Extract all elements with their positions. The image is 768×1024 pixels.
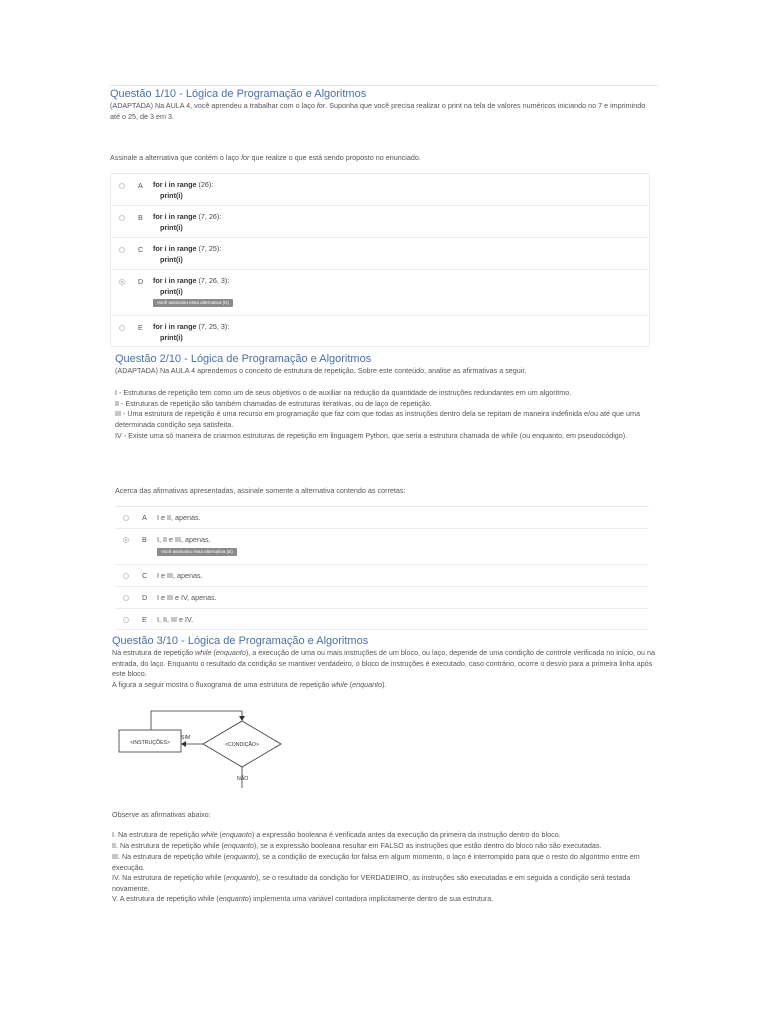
option-code: for i in range (7, 25, 3): print(i) [153, 322, 230, 342]
option-d[interactable] [111, 269, 649, 315]
option-a[interactable] [115, 506, 649, 528]
option-code: for i in range (26): print(i) [153, 180, 214, 200]
option-text: I, II e III, apenas. [157, 535, 211, 544]
question-1-options [110, 173, 650, 347]
question-2-item-4: IV - Existe uma só maneira de criarmos estruturas de repetição em linguagem Python, que seria a estrutura chamada de while (ou enquanto, em pseudocódigo). [115, 431, 628, 440]
question-3-item-1: I. Na estrutura de repetição while (enquanto) a expressão booleana é verificada antes da execução da primeira da instrução dentro do bloco. [112, 830, 561, 839]
option-text: I e II, apenas. [157, 513, 201, 522]
nao-label: NÃO [237, 776, 249, 782]
question-2-item-1: I - Estruturas de repetição tem como um de seus objetivos o de auxiliar na redução da quantidade de instruções redundantes em um algoritmo. [115, 388, 572, 397]
option-code: for i in range (7, 25): print(i) [153, 244, 222, 264]
option-letter: D [138, 277, 144, 286]
question-3-item-5: V. A estrutura de repetição while (enquanto) implementa uma variável contadora implicitamente dentro de sua estrutura. [112, 894, 494, 903]
question-3-paragraph-1: Na estrutura de repetição while (enquanto), a execução de uma ou mais instruções de um bloco, ou laço, depende de uma condição de controle verificada no início, ou na entrada, do laço. Enquanto o resultado da condição se mantiver verdadeiro, o bloco de instruções é executado, caso contrário, ocorre o desvio para a primeira linha após este bloco. [112, 648, 656, 678]
option-text: I, II, III e IV. [157, 615, 194, 624]
option-text: I e III e IV, apenas. [157, 593, 217, 602]
option-e[interactable] [115, 608, 649, 630]
option-c[interactable] [111, 237, 649, 269]
selected-answer-badge: Você assinalou essa alternativa (D) [153, 299, 233, 307]
question-2-intro: (ADAPTADA) Na AULA 4 aprendemos o conceito de estrutura de repetição. Sobre este conteúdo, analise as afirmativas a seguir. [115, 366, 527, 375]
question-1-statement: (ADAPTADA) Na AULA 4, você aprendeu a trabalhar com o laço for. Suponha que você precisa realizar o print na tela de valores numéricos iniciando no 7 e imprimindo até o 25, de 3 em 3. [110, 101, 646, 121]
question-1-title: Questão 1/10 - Lógica de Programação e Algoritmos [110, 88, 367, 100]
question-3-item-4: IV. Na estrutura de repetição while (enquanto), se o resultado da condição for VERDADEIRO, as instruções são executadas e em seguida a condição será testada novamente. [112, 873, 631, 893]
option-letter: C [138, 245, 144, 254]
option-text: I e III, apenas. [157, 571, 203, 580]
question-2-item-3: III - Uma estrutura de repetição é uma recurso em programação que faz com que todas as instruções dentro dela se repitam de maneira indefinida e/ou até que uma determinada condição seja satisfeita. [115, 409, 640, 429]
question-3-observe: Observe as afirmativas abaixo: [112, 810, 211, 819]
top-divider [110, 85, 658, 86]
arrow-head-left [181, 741, 186, 747]
arrow-head-down [239, 716, 245, 721]
condition-label: <CONDIÇÃO> [224, 742, 260, 748]
option-a[interactable] [111, 173, 649, 205]
option-e[interactable] [111, 315, 649, 346]
radio-button[interactable] [119, 325, 125, 331]
radio-button-selected[interactable] [123, 537, 129, 543]
option-b[interactable] [111, 205, 649, 237]
option-letter: E [142, 615, 147, 624]
question-2-title: Questão 2/10 - Lógica de Programação e Algoritmos [115, 353, 372, 365]
question-1-prompt: Assinale a alternativa que contém o laço for que realize o que está sendo proposto no enunciado. [110, 153, 421, 162]
question-2-item-2: II - Estruturas de repetição são também chamadas de estruturas iterativas, ou de laço de repetição. [115, 399, 432, 408]
option-letter: B [138, 213, 143, 222]
option-letter: B [142, 535, 147, 544]
question-2-options [115, 506, 649, 630]
instructions-label: <INSTRUÇÕES> [129, 740, 171, 746]
radio-button[interactable] [123, 573, 129, 579]
question-3-title: Questão 3/10 - Lógica de Programação e Algoritmos [112, 635, 369, 647]
radio-button[interactable] [119, 247, 125, 253]
option-code: for i in range (7, 26): print(i) [153, 212, 222, 232]
sim-label: SIM [181, 735, 191, 741]
option-letter: C [142, 571, 148, 580]
option-letter: E [138, 323, 143, 332]
question-3-item-2: II. Na estrutura de repetição while (enquanto), se a expressão booleana resultar em FALSO as instruções que estão dentro do bloco não são executadas. [112, 841, 602, 850]
option-code: for i in range (7, 26, 3): print(i) Você assinalou essa alternativa (D) [153, 276, 233, 308]
option-letter: A [142, 513, 147, 522]
selected-answer-badge: Você assinalou essa alternativa (B) [157, 548, 237, 556]
question-3-paragraph-2: A figura a seguir mostra o fluxograma de uma estrutura de repetição while (enquanto). [112, 680, 387, 689]
radio-button[interactable] [119, 215, 125, 221]
question-2-prompt: Acerca das afirmativas apresentadas, assinale somente a alternativa contendo as corretas: [115, 486, 406, 495]
loop-back-line [151, 711, 242, 730]
option-b[interactable] [115, 528, 649, 564]
radio-button[interactable] [123, 515, 129, 521]
radio-button-selected[interactable] [119, 279, 125, 285]
option-d[interactable] [115, 586, 649, 608]
option-letter: D [142, 593, 148, 602]
while-flowchart [116, 702, 296, 794]
question-3-item-3: III. Na estrutura de repetição while (enquanto), se a condição de execução for falsa em algum momento, o laço é interrompido para que o resto do algoritmo entre em execução. [112, 852, 640, 872]
radio-button[interactable] [123, 595, 129, 601]
option-letter: A [138, 181, 143, 190]
radio-button[interactable] [123, 617, 129, 623]
option-c[interactable] [115, 564, 649, 586]
radio-button[interactable] [119, 183, 125, 189]
